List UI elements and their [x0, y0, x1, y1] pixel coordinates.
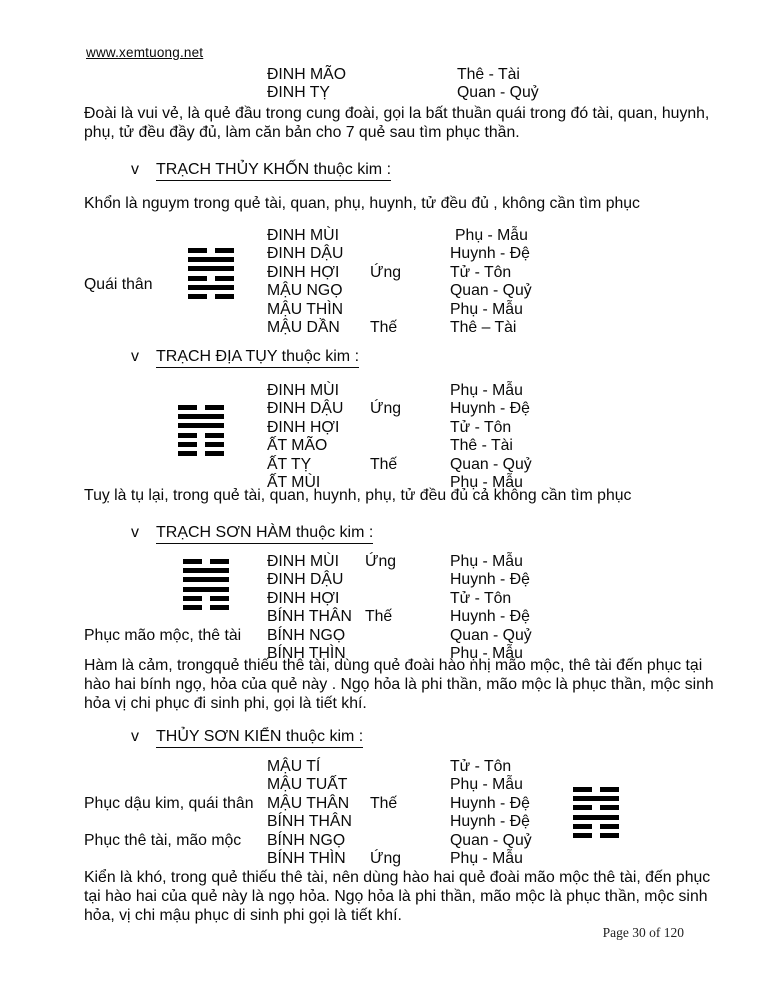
table-row	[267, 571, 612, 589]
relative-label: Tử - Tôn	[450, 589, 512, 607]
relative-label: Thê – Tài	[450, 319, 517, 336]
relative-label: Thê - Tài	[450, 437, 513, 455]
paragraph-line: tại hào hai của quẻ này là ngọ hỏa. Ngọ hỏa là phi thần, mão mộc là phục thần, mộc sinh	[84, 888, 708, 905]
stem-branch: BÍNH THÌN	[267, 645, 346, 662]
the-ung-mark: Ứng	[370, 850, 402, 867]
table-row	[267, 66, 612, 84]
page-number-label: Page 30 of 120	[602, 925, 684, 940]
relative-label: Phụ - Mẫu	[450, 300, 523, 318]
relative-label: Huynh - Đệ	[450, 245, 530, 263]
hexagram-line-solid	[188, 257, 234, 262]
the-ung-mark: Thế	[370, 794, 398, 812]
table-row	[267, 813, 612, 831]
hexagram-line-solid	[188, 266, 234, 271]
section-note: Tuỵ là tụ lại, trong quẻ tài, quan, huynh, phụ, tử đều đủ cả không cần tìm phục	[84, 487, 632, 504]
relative-label: Phụ - Mẫu	[450, 474, 523, 491]
relative-label: Tử - Tôn	[450, 758, 512, 775]
table-row	[267, 850, 612, 868]
stem-branch: MẬU NGỌ	[267, 282, 343, 300]
relative-label: Huynh - Đệ	[450, 608, 530, 626]
the-ung-mark: Ứng	[365, 553, 397, 570]
stem-branch: MẬU TÍ	[267, 758, 321, 775]
relative-label: Phụ - Mẫu	[450, 776, 523, 794]
table-row	[267, 776, 612, 794]
stem-branch: ĐINH MÙI	[267, 227, 339, 244]
the-ung-mark: Thế	[370, 455, 398, 473]
stem-branch: ĐINH DẬU	[267, 571, 344, 589]
hexagram-line-broken	[188, 294, 234, 299]
hexagram-line-broken	[178, 405, 224, 410]
section-heading-khon	[131, 161, 391, 181]
stem-branch: BÍNH THÂN	[267, 608, 352, 626]
stem-branch: ĐINH MÙI	[267, 382, 339, 399]
paragraph-line: hỏa, vị chi mậu phục di sinh phi gọi là tiết khí.	[84, 907, 402, 924]
relative-label: Phụ - Mẫu	[450, 382, 523, 399]
stem-branch: ĐINH TỴ	[267, 84, 330, 102]
relative-label: Phụ - Mẫu	[455, 227, 528, 244]
section-note: Khổn là nguym trong quẻ tài, quan, phụ, huynh, tử đều đủ , không cần tìm phục	[84, 195, 640, 212]
table-row	[267, 264, 612, 282]
table-row	[267, 319, 612, 337]
stem-branch: ĐINH MÙI	[267, 553, 339, 570]
list-bullet: v	[131, 524, 139, 541]
hexagram-ham	[183, 559, 229, 614]
hexagram-line-solid	[178, 423, 224, 428]
table-row	[267, 437, 612, 455]
table-row	[267, 282, 612, 300]
stem-branch: MẬU THÂN	[267, 794, 350, 812]
table-row	[267, 832, 612, 850]
the-ung-mark: Thế	[370, 319, 398, 336]
table-row	[267, 227, 612, 245]
site-link[interactable]: www.xemtuong.net	[86, 45, 204, 60]
relative-label: Phụ - Mẫu	[450, 553, 523, 570]
table-row	[267, 553, 612, 571]
table-row	[267, 758, 612, 776]
relative-label: Tử - Tôn	[450, 418, 512, 436]
intro-paragraph	[84, 104, 709, 142]
the-ung-mark: Ứng	[370, 263, 402, 281]
stem-branch: ẤT MÙI	[267, 474, 321, 491]
table-row	[267, 627, 612, 645]
paragraph-line: Kiển là khó, trong quẻ thiếu thê tài, nên dùng hào hai quẻ đoài mão mộc thê tài, đến phục	[84, 869, 711, 886]
paragraph-line: Đoài là vui vẻ, là quẻ đầu trong cung đoài, gọi la bất thuần quái trong đó tài, quan, huynh,	[84, 105, 710, 122]
relative-label: Huynh - Đệ	[450, 794, 530, 812]
relative-label: Phụ - Mẫu	[450, 645, 523, 662]
relative-label: Quan - Quỷ	[457, 84, 539, 102]
hexagram-line-broken	[188, 276, 234, 281]
table-row	[267, 84, 612, 102]
the-ung-mark: Ứng	[370, 400, 402, 418]
table-row	[267, 590, 612, 608]
hexagram-line-broken	[188, 248, 234, 253]
list-bullet: v	[131, 728, 139, 745]
table-row	[267, 301, 612, 319]
stem-branch: BÍNH NGỌ	[267, 626, 346, 644]
list-bullet: v	[131, 161, 139, 178]
relative-label: Thê - Tài	[457, 66, 520, 83]
stem-branch: MẬU THÌN	[267, 300, 344, 318]
relative-label: Quan - Quỷ	[450, 455, 532, 473]
relative-label: Tử - Tôn	[450, 263, 512, 281]
hexagram-line-solid	[183, 568, 229, 573]
table-row	[267, 456, 612, 474]
stem-branch: ẤT MÃO	[267, 437, 328, 455]
stem-branch: ĐINH HỢI	[267, 263, 340, 281]
relative-label: Huynh - Đệ	[450, 400, 530, 418]
stem-branch: MẬU TUẤT	[267, 776, 348, 794]
relative-label: Quan - Quỷ	[450, 282, 532, 300]
section-title: THỦY SƠN KIỂN thuộc kim :	[156, 728, 363, 748]
section-title: TRẠCH SƠN HÀM thuộc kim :	[156, 524, 373, 544]
section-heading-tuy	[131, 348, 359, 368]
stem-branch: ĐINH DẬU	[267, 245, 344, 263]
stem-branch: ĐINH DẬU	[267, 400, 344, 418]
section-heading-kien	[131, 728, 363, 748]
table-row	[267, 608, 612, 626]
section-heading-ham	[131, 524, 373, 544]
stem-branch: ĐINH MÃO	[267, 66, 346, 83]
relative-label: Quan - Quỷ	[450, 626, 532, 644]
paragraph-line: Hàm là cảm, trongquẻ thiếu thê tài, dùng quẻ đoài hào nhị mão mộc, thê tài đến phục tại	[84, 657, 703, 674]
hexagram-khon	[188, 248, 234, 303]
side-label: Phục dậu kim, quái thân	[84, 795, 254, 812]
stem-branch: BÍNH NGỌ	[267, 831, 346, 849]
relative-label: Huynh - Đệ	[450, 813, 530, 831]
section-title: TRẠCH ĐỊA TỤY thuộc kim :	[156, 348, 359, 368]
table-row	[267, 400, 612, 418]
stem-branch: BÍNH THÌN	[267, 850, 346, 867]
relative-label: Quan - Quỷ	[450, 831, 532, 849]
hexagram-line-solid	[178, 414, 224, 419]
stem-branch: ĐINH HỢI	[267, 589, 340, 607]
table-row	[267, 245, 612, 263]
the-ung-mark: Thế	[365, 608, 393, 626]
hexagram-line-solid	[183, 587, 229, 592]
section-paragraph	[84, 656, 714, 713]
hexagram-line-broken	[183, 605, 229, 610]
paragraph-line: hỏa vị chi phục đi sinh phi, gọi là tiết khí.	[84, 695, 367, 712]
stem-branch: BÍNH THÂN	[267, 813, 352, 831]
side-label: Phục mão mộc, thê tài	[84, 627, 242, 644]
side-label: Phục thê tài, mão mộc	[84, 832, 242, 849]
stem-branch: ẤT TỴ	[267, 455, 312, 473]
hexagram-tuy	[178, 405, 224, 460]
hexagram-line-solid	[188, 285, 234, 290]
relative-label: Huynh - Đệ	[450, 571, 530, 589]
side-label: Quái thân	[84, 276, 153, 293]
hexagram-line-solid	[183, 577, 229, 582]
table-row	[267, 795, 612, 813]
paragraph-line: hào hai bính ngọ, hỏa của quẻ này . Ngọ hỏa là phi thần, mão mộc là phục thần, mộc sinh	[84, 676, 714, 693]
table-row	[267, 419, 612, 437]
section-paragraph	[84, 868, 710, 925]
relative-label: Phụ - Mẫu	[450, 850, 523, 867]
hexagram-line-broken	[178, 442, 224, 447]
hexagram-line-broken	[183, 559, 229, 564]
list-bullet: v	[131, 348, 139, 365]
section-title: TRẠCH THỦY KHỐN thuộc kim :	[156, 161, 391, 181]
hexagram-line-broken	[178, 433, 224, 438]
stem-branch: ĐINH HỢI	[267, 418, 340, 436]
hexagram-line-broken	[183, 596, 229, 601]
table-row	[267, 382, 612, 400]
paragraph-line: phụ, tử đều đầy đủ, làm căn bản cho 7 quẻ sau tìm phục thần.	[84, 124, 520, 141]
hexagram-line-broken	[178, 451, 224, 456]
stem-branch: MẬU DẦN	[267, 319, 340, 336]
